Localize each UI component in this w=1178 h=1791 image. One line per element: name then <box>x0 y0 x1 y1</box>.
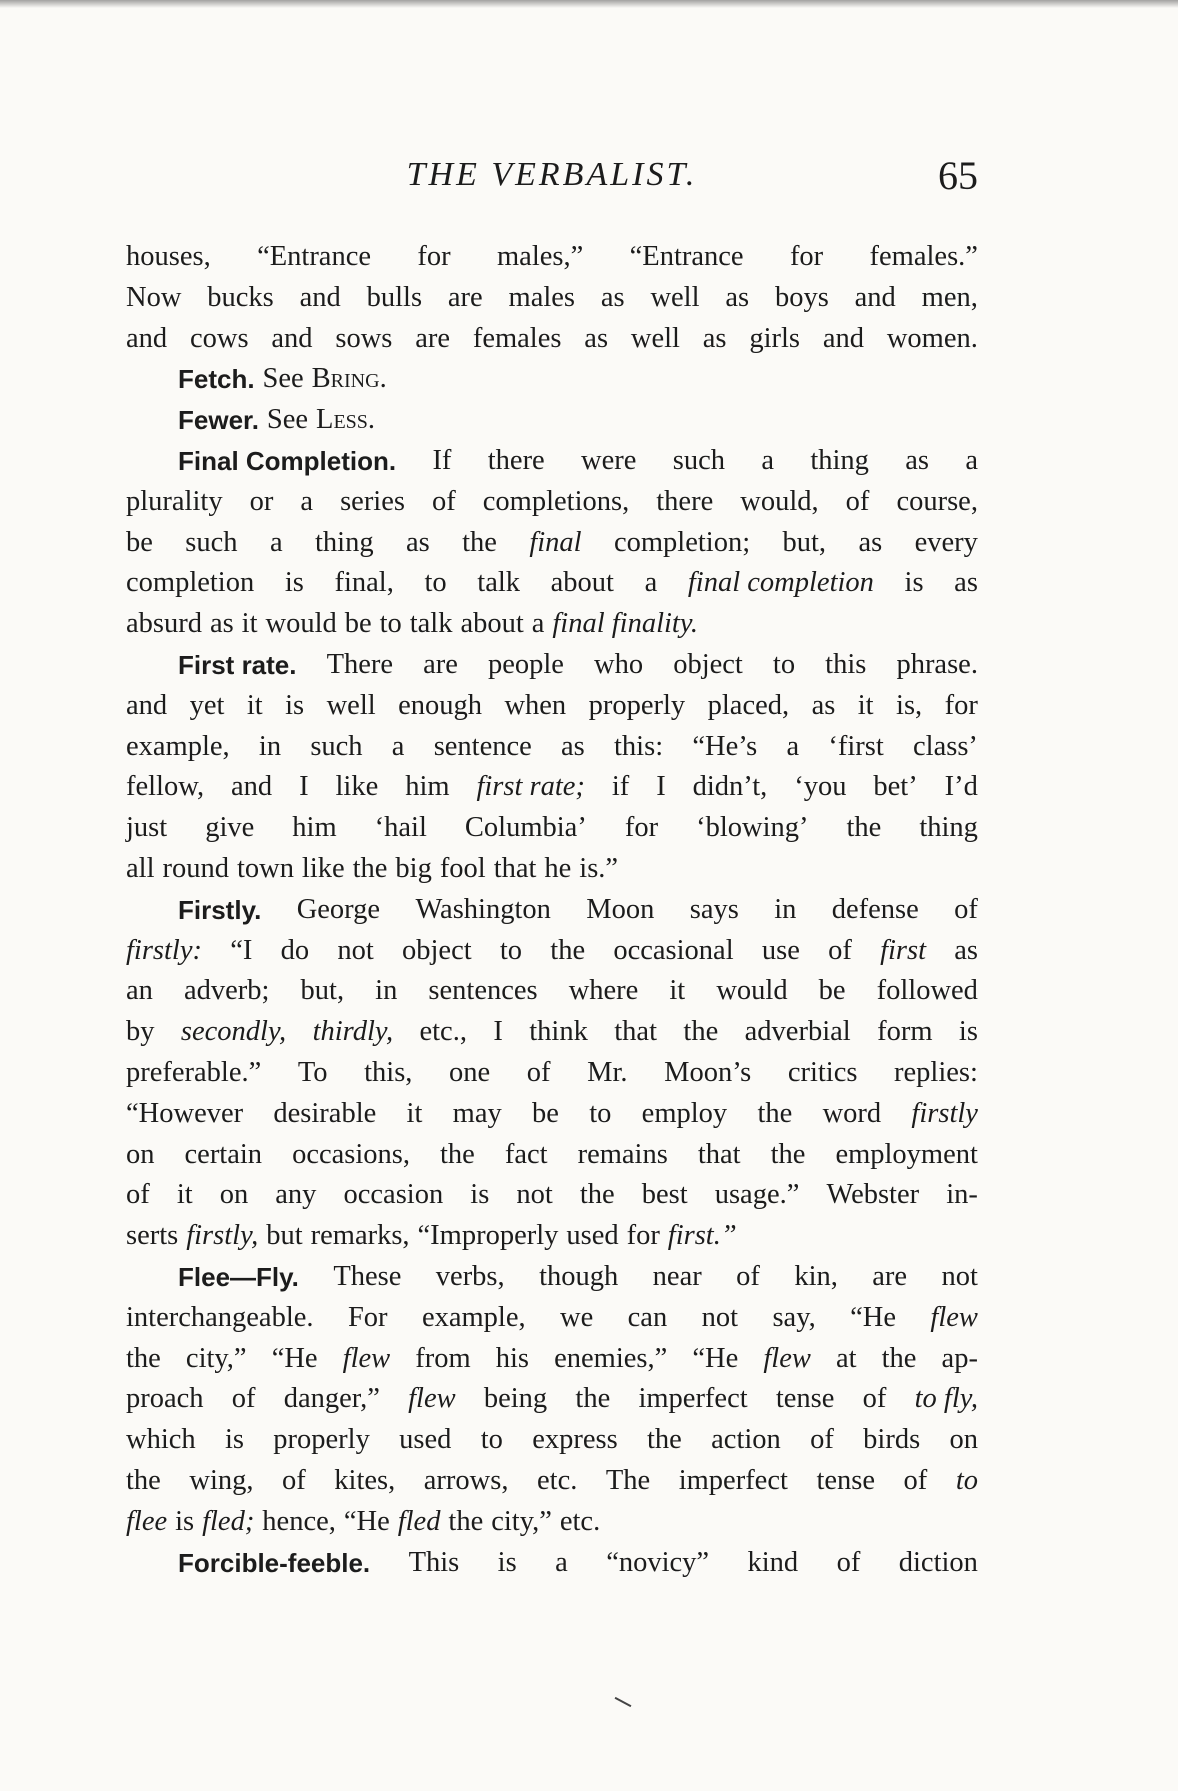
entry-flee-fly: Flee—Fly. These verbs, though near of kin, are not <box>126 1257 978 1298</box>
text-line: flee is fled; hence, “He fled the city,” etc. <box>126 1505 601 1537</box>
running-title: THE VERBALIST. <box>406 156 698 193</box>
headword: Flee—Fly. <box>178 1261 299 1292</box>
text-line: example, in such a sentence as this: “He’s a ‘first class’ <box>126 730 978 762</box>
text-line: which is properly used to express the action of birds on <box>126 1424 978 1456</box>
page-header <box>126 148 978 208</box>
text-line: completion is final, to talk about a final completion is as <box>126 567 978 599</box>
text-line: and cows and sows are females as well as girls and women. <box>126 322 978 354</box>
text-line: firstly: “I do not object to the occasional use of first as <box>126 934 978 966</box>
entry-forcible-feeble: Forcible-feeble. This is a “novicy” kind of diction <box>126 1543 978 1584</box>
entry-fetch: Fetch. See Bring. <box>126 359 978 400</box>
printer-mark <box>615 1697 632 1707</box>
text-line: on certain occasions, the fact remains that the employment <box>126 1138 978 1170</box>
headword: Forcible-feeble. <box>178 1547 371 1578</box>
text-line: preferable.” To this, one of Mr. Moon’s critics replies: <box>126 1056 978 1088</box>
cross-reference: Bring. <box>311 363 387 395</box>
page-body <box>126 237 978 1583</box>
page-top-edge <box>0 0 1178 8</box>
text-line: absurd as it would be to talk about a final finality. <box>126 608 699 640</box>
headword: Final Completion. <box>178 445 397 476</box>
text-line: of it on any occasion is not the best usage.” Webster in- <box>126 1179 978 1211</box>
text-line: and yet it is well enough when properly placed, as it is, for <box>126 689 978 721</box>
cross-reference: Less. <box>316 404 376 436</box>
entry-firstly: Firstly. George Washington Moon says in defense of <box>126 890 978 931</box>
page-number: 65 <box>938 153 978 198</box>
entry-fewer: Fewer. See Less. <box>126 400 978 441</box>
text-line: proach of danger,” flew being the imperfect tense of to fly, <box>126 1383 978 1415</box>
text-line: be such a thing as the final completion; but, as every <box>126 526 978 558</box>
text-line: interchangeable. For example, we can not say, “He flew <box>126 1301 978 1333</box>
entry-final-completion: Final Completion. If there were such a thing as a <box>126 441 978 482</box>
headword: First rate. <box>178 649 297 680</box>
text-line: “However desirable it may be to employ the word firstly <box>126 1097 978 1129</box>
text-line: plurality or a series of completions, there would, of course, <box>126 485 978 517</box>
text-line: all round town like the big fool that he is.” <box>126 852 619 884</box>
text-line: the wing, of kites, arrows, etc. The imperfect tense of to <box>126 1464 978 1496</box>
text-line: just give him ‘hail Columbia’ for ‘blowing’ the thing <box>126 812 978 844</box>
entry-first-rate: First rate. There are people who object to this phrase. <box>126 645 978 686</box>
text-line: the city,” “He flew from his enemies,” “He flew at the ap- <box>126 1342 978 1374</box>
text-line: fellow, and I like him first rate; if I didn’t, ‘you bet’ I’d <box>126 771 978 803</box>
headword: Fewer. <box>178 405 259 436</box>
text-line: by secondly, thirdly, etc., I think that the adverbial form is <box>126 1016 978 1048</box>
headword: Fetch. <box>178 364 255 395</box>
text-line: an adverb; but, in sentences where it would be followed <box>126 975 978 1007</box>
text-line: houses, “Entrance for males,” “Entrance for females.” <box>126 241 978 272</box>
text-line: Now bucks and bulls are males as well as boys and men, <box>126 281 978 313</box>
text-line: serts firstly, but remarks, “Improperly used for first.” <box>126 1220 737 1252</box>
headword: Firstly. <box>178 894 262 925</box>
